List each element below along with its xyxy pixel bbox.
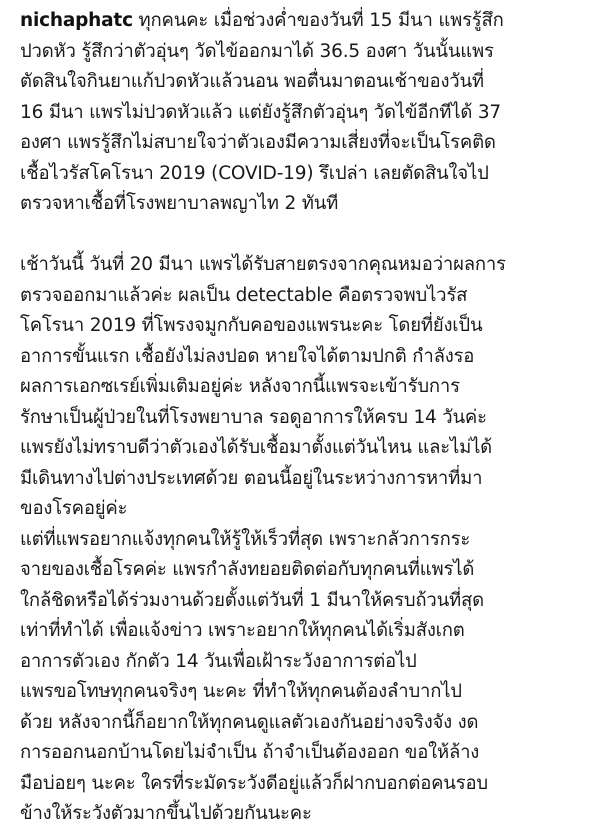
caption-line: อาการขั้นแรก เชื้อยังไม่ลงปอด หายใจได้ตามปกติ กำลังรอ — [20, 345, 475, 367]
caption-line: แพรขอโทษทุกคนจริงๆ นะคะ ที่ทำให้ทุกคนต้องลำบากไป — [20, 681, 462, 702]
caption-line: ตรวจออกมาแล้วค่ะ ผลเป็น detectable คือตรวจพบไวรัส — [20, 284, 468, 306]
caption-line: 16 มีนา แพรไม่ปวดหัวแล้ว แต่ยังรู้สึกตัวอุ่นๆ วัดไข้อีกทีได้ 37 — [20, 101, 501, 123]
caption-line: ผลการเอกซเรย์เพิ่มเติมอยู่ค่ะ หลังจากนี้แพรจะเข้ารับการ — [20, 376, 460, 397]
caption-line — [20, 6, 590, 37]
caption-line: ข้างให้ระวังตัวมากขึ้นไปด้วยกันนะคะ — [20, 803, 312, 824]
caption-line: การออกนอกบ้านโดยไม่จำเป็น ถ้าจำเป็นต้องออก ขอให้ล้าง — [20, 742, 480, 763]
caption-line: อาการตัวเอง กักตัว 14 วันเพื่อเฝ้าระวังอาการต่อไป — [20, 650, 417, 672]
caption-line: แพรยังไม่ทราบดีว่าตัวเองได้รับเชื้อมาตั้งแต่วันไหน และไม่ได้ — [20, 437, 492, 458]
caption-line: มือบ่อยๆ นะคะ ใครที่ระมัดระวังดีอยู่แล้วก็ฝากบอกต่อคนรอบ — [20, 772, 488, 794]
caption-text: ทุกคนคะ เมื่อช่วงค่ำของวันที่ 15 มีนา แพรรู้สึก — [138, 10, 504, 31]
caption-line: มีเดินทางไปต่างประเทศด้วย ตอนนี้อยู่ในระหว่างการหาที่มา — [20, 467, 483, 489]
post-caption — [20, 6, 590, 830]
caption-line: ปวดหัว รู้สึกว่าตัวอุ่นๆ วัดไข้ออกมาได้ 36.5 องศา วันนั้นแพร — [20, 40, 494, 62]
caption-line: จายของเชื้อโรคค่ะ แพรกำลังทยอยติดต่อกับทุกคนที่แพรได้ — [20, 559, 475, 580]
caption-line: โคโรนา 2019 ที่โพรงจมูกกับคอของแพรนะคะ โดยที่ยังเป็น — [20, 315, 483, 336]
caption-line: รักษาเป็นผู้ป่วยในที่โรงพยาบาล รอดูอาการให้ครบ 14 วันค่ะ — [20, 406, 487, 428]
caption-line: ของโรคอยู่ค่ะ — [20, 498, 128, 519]
caption-line: องศา แพรรู้สึกไม่สบายใจว่าตัวเองมีความเสี่ยงที่จะเป็นโรคติด — [20, 132, 496, 153]
caption-line: ตรวจหาเชื้อที่โรงพยาบาลพญาไท 2 ทันที — [20, 193, 339, 214]
caption-line: ใกล้ชิดหรือได้ร่วมงานด้วยตั้งแต่วันที่ 1 มีนาให้ครบถ้วนที่สุด — [20, 589, 484, 611]
paragraph-gap — [20, 220, 590, 251]
caption-line: แต่ที่แพรอยากแจ้งทุกคนให้รู้ให้เร็วที่สุด เพราะกลัวการกระ — [20, 528, 471, 550]
caption-line: ด้วย หลังจากนี้ก็อยากให้ทุกคนดูแลตัวเองกันอย่างจริงจัง งด — [20, 711, 479, 733]
caption-line: เท่าที่ทำได้ เพื่อแจ้งข่าว เพราะอยากให้ทุกคนได้เริ่มสังเกต — [20, 620, 465, 641]
caption-line: เชื้อไวรัสโคโรนา 2019 (COVID-19) รึเปล่า เลยตัดสินใจไป — [20, 162, 489, 184]
caption-line: ตัดสินใจกินยาแก้ปวดหัวแล้วนอน พอตื่นมาตอนเช้าของวันที่ — [20, 71, 484, 92]
caption-line: เช้าวันนี้ วันที่ 20 มีนา แพรได้รับสายตรงจากคุณหมอว่าผลการ — [20, 254, 506, 275]
username[interactable]: nichaphatc — [20, 10, 133, 31]
